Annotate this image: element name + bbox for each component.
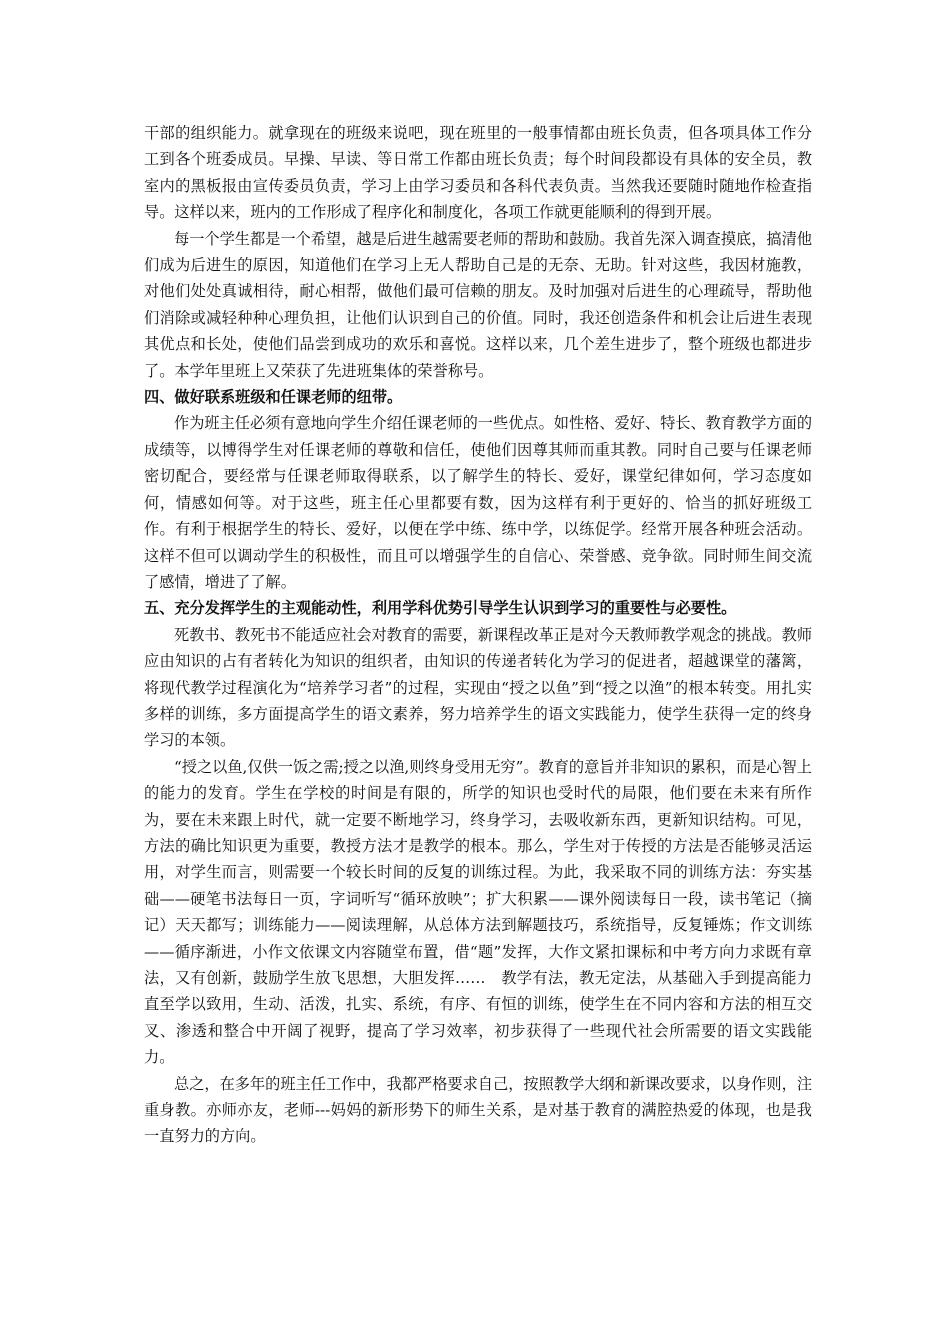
paragraph-conclusion: 总之，在多年的班主任工作中，我都严格要求自己，按照教学大纲和新课改要求，以身作则，注重身教。亦师亦友，老师---妈妈的新形势下的师生关系，是对基于教育的满腔热爱的体现，也是我一直努力的方向。: [144, 1074, 812, 1146]
paragraph-class-cadre-organization: 干部的组织能力。就拿现在的班级来说吧，现在班里的一般事情都由班长负责，但各项具体工作分工到各个班委成员。早操、早读、等日常工作都由班长负责；每个时间段都设有具体的安全员，教室内的黑板报由宣传委员负责，学习上由学习委员和各科代表负责。当然我还要随时随地作检查指导。这样以来，班内的工作形成了程序化和制度化，各项工作就更能顺利的得到开展。: [144, 124, 812, 222]
paragraph-underachieving-students: 每一个学生都是一个希望，越是后进生越需要老师的帮助和鼓励。我首先深入调查摸底，搞清他们成为后进生的原因，知道他们在学习上无人帮助自己是的无奈、无助。针对这些，我因材施教，对他们处处真诚相待，耐心相帮，做他们最可信赖的朋友。及时加强对后进生的心理疏导，帮助他们消除或减轻种种心理负担，让他们认识到自己的价值。同时，我还创造条件和机会让后进生表现其优点和长处，使他们品尝到成功的欢乐和喜悦。这样以来，几个差生进步了，整个班级也都进步了。本学年里班上又荣获了先进班集体的荣誉称号。: [144, 229, 812, 380]
paragraph-subject-teachers: 作为班主任必须有意地向学生介绍任课老师的一些优点。如性格、爱好、特长、教育教学方面的成绩等，以博得学生对任课老师的尊敬和信任，使他们因尊其师而重其教。同时自己要与任课老师密切配合，要经常与任课老师取得联系，以了解学生的特长、爱好，课堂纪律如何，学习态度如何，情感如何等。对于这些，班主任心里都要有数，因为这样有利于更好的、恰当的抓好班级工作。有利于根据学生的特长、爱好，以便在学中练、练中学，以练促学。经常开展各种班会活动。这样不但可以调动学生的积极性，而且可以增强学生的自信心、荣誉感、竞争欲。同时师生间交流了感情，增进了了解。: [144, 414, 812, 591]
section-heading-five: 五、充分发挥学生的主观能动性，利用学科优势引导学生认识到学习的重要性与必要性。: [144, 599, 737, 618]
paragraph-curriculum-reform: 死教书、教死书不能适应社会对教育的需要，新课程改革正是对今天教师教学观念的挑战。教师应由知识的占有者转化为知识的组织者，由知识的传递者转化为学习的促进者，超越课堂的藩篱，将现代教学过程演化为“培养学习者”的过程，实现由“授之以鱼”到“授之以渔”的根本转变。用扎实多样的训练，多方面提高学生的语文素养，努力培养学生的语文实践能力，使学生获得一定的终身学习的本领。: [144, 625, 812, 750]
paragraph-teaching-methods: “授之以鱼,仅供一饭之需;授之以渔,则终身受用无穷”。教育的意旨并非知识的累积，而是心智上的能力的发育。学生在学校的时间是有限的，所学的知识也受时代的局限，他们要在未来有所作为，要在未来跟上时代，就一定要不断地学习，终身学习，去吸收新东西，更新知识结构。可见，方法的确比知识更为重要，教授方法才是教学的根本。那么，学生对于传授的方法是否能够灵活运用，对学生而言，则需要一个较长时间的反复的训练过程。为此，我采取不同的训练方法：夯实基础——硬笔书法每日一页，字词听写“循环放映”；扩大积累——课外阅读每日一段，读书笔记（摘记）天天都写；训练能力——阅读理解，从总体方法到解题技巧，系统指导，反复锤炼；作文训练——循序渐进，小作文依课文内容随堂布置，借“题”发挥，大作文紧扣课标和中考方向力求既有章法，又有创新，鼓励学生放飞思想，大胆发挥…… 教学有法，教无定法，从基础入手到提高能力直至学以致用，生动、活泼，扎实、系统，有序、有恒的训练，使学生在不同内容和方法的相互交叉、渗透和整合中开阔了视野，提高了学习效率，初步获得了一些现代社会所需要的语文实践能力。: [144, 757, 812, 1067]
section-heading-four: 四、做好联系班级和任课老师的纽带。: [144, 388, 403, 407]
document-page: [144, 120, 812, 1150]
